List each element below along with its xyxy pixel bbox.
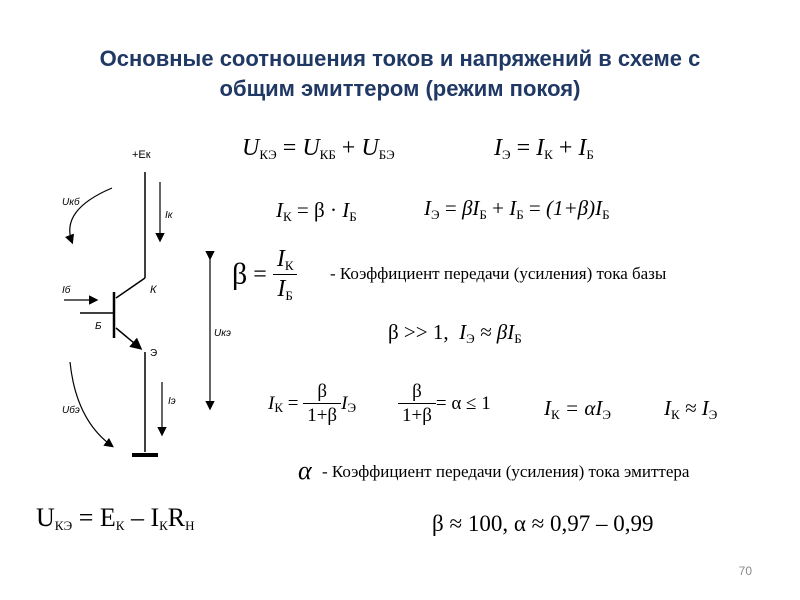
equation-voltages: $U_{КЭ} = U_{КБ} + U_{БЭ}$ xyxy=(242,135,395,162)
beta-condition: β >> 1, $I_Э \approx \beta I_Б$ xyxy=(388,320,522,346)
equation-alpha: $\frac{\beta}{1+\beta}$ = α ≤ 1 xyxy=(398,382,491,425)
supply-label: +Eк xyxy=(132,149,151,161)
uke-label: Uкэ xyxy=(214,328,231,339)
ie-label: Iэ xyxy=(168,396,176,407)
title-line-1: Основные соотношения токов и напряжений в схеме с xyxy=(99,46,701,71)
base-label: Б xyxy=(95,321,102,332)
equation-ik-alpha: $I_К = \alpha I_Э$ xyxy=(544,396,611,422)
ube-arrow xyxy=(70,362,112,446)
ube-label: Uбэ xyxy=(62,405,80,416)
ik-label: Iк xyxy=(165,210,173,221)
title-line-2: общим эмиттером (режим покоя) xyxy=(219,76,581,101)
equation-currents: $I_Э = I_К + I_Б$ xyxy=(494,135,594,162)
equation-emitter-current: $I_Э = \beta I_Б + I_Б = (1+\beta)I_Б$ xyxy=(424,196,610,222)
ukb-label: Uкб xyxy=(62,197,80,208)
page-number: 70 xyxy=(738,564,752,578)
beta-description: - Коэффициент передачи (усиления) тока базы xyxy=(330,264,667,283)
collector-lead xyxy=(116,278,145,298)
equation-load-line: $U_{КЭ} = E_К - I_КR_Н$ xyxy=(36,503,195,533)
beta-definition: β = $\frac{I_К}{I_Б}$ xyxy=(232,247,297,302)
collector-label: К xyxy=(150,284,157,296)
equation-collector-current: $I_К = \beta \cdot I_Б$ xyxy=(276,198,357,224)
equation-ik-from-ie: $I_К$ = $\frac{\beta}{1+\beta}$ $I_Э$ xyxy=(268,381,357,426)
emitter-lead xyxy=(116,328,140,348)
alpha-description: - Коэффициент передачи (усиления) тока эмиттера xyxy=(322,462,690,481)
typical-values: β ≈ 100, α ≈ 0,97 – 0,99 xyxy=(432,511,654,536)
ib-label: Iб xyxy=(62,285,71,296)
emitter-label: Э xyxy=(150,348,158,359)
equation-ik-approx: $I_К \approx I_Э$ xyxy=(664,396,718,422)
alpha-symbol: α xyxy=(298,456,312,485)
